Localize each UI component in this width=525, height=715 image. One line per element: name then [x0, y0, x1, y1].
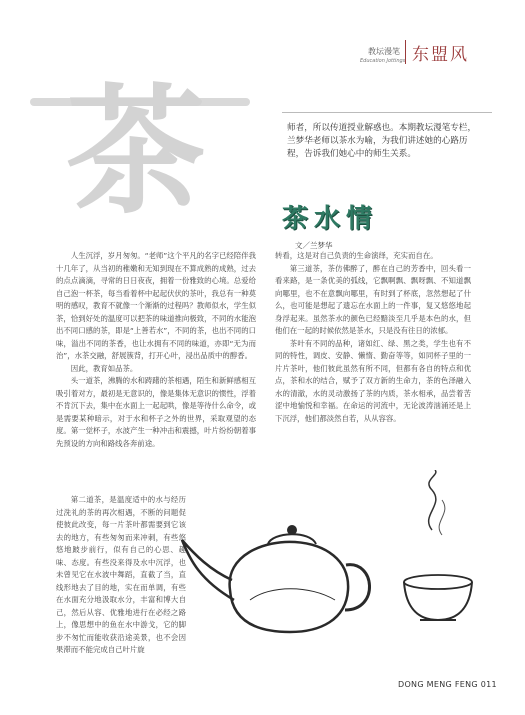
article-author: 文／兰梦华 — [295, 241, 333, 250]
body-column-left — [56, 250, 256, 450]
body-paragraph: 转看，这是对自己负责的生命演绎，充实而自在。 — [275, 251, 438, 260]
body-column-left-lower — [56, 494, 186, 657]
body-column-right — [275, 250, 471, 425]
body-paragraph: 头一道茶，沸腾的水和踌躇的茶相遇，陌生和新鲜感相互吸引着对方，最初是无意识的，像是集体无意识的惯性，浮着不肯沉下去，集中在水面上一起起哄，像是等待什么命令，或是需要某种暗示，对于水和杯子之外的世界，采取观望的态度。第一觉杯子，水波产生一种冲击和震撼，叶片纷纷朝着事先预设的方向和路线各奔前途。 — [56, 376, 256, 448]
body-paragraph: 人生沉浮，岁月匆匆。“老师”这个平凡的名字已经陪伴我十几年了，从当初的稚嫩和无知到现在不算成熟的成熟，过去的点点滴滴，寻常的日日夜夜，拥着一份雅致的心境。总爱给自己泡一杯茶，每当看着杯中起起伏伏的茶叶，我总有一种莫明的感叹，教育不就像一个渐渐的过程吗？教师似水，学生似茶，恰到好处的温度可以把茶的味道推向极致，不同的水能泡出不同口感的茶，即是“上善若水”，不同的茶，也出不同的口味，溢出不同的茶香，也让水拥有不同的味道，亦即“无为而治”，水茶交融，舒展簇背，打开心叶，浸出品质中的醇香。 — [56, 251, 256, 360]
body-paragraph: 第二道茶，是温度适中的水与经历过洗礼的茶的再次相遇，不断的问题促使彼此改变，每一片茶叶都需要到它该去的地方，有些匆匆而来冲刺，有些悠悠地跛步前行，似有自己的心思、趣味、态度。有些没来得及水中沉浮，也未曾见它在水波中舞蹈，直截了当，直线形地去了目的地，实在而单调，有些在水面充分地汲取水分，丰富和博大自己，然后从容、优雅地进行在必经之路上，像思想中的鱼在水中游戈，它的脚步不匆忙而能收获沿途美景，也不会因果滞而不能完成自己叶片旋 — [56, 495, 186, 654]
decorative-tea-character: 茶 — [66, 70, 207, 234]
article-title: 茶水情 — [282, 204, 379, 234]
teapot-illustration — [170, 470, 490, 650]
intro-text: 师者，所以传道授业解惑也。本期教坛漫笔专栏，兰梦华老师以茶水为喻，为我们讲述她的心路历程，告诉我们她心中的师生关系。 — [287, 123, 477, 159]
body-paragraph: 因此，教育如品茶。 — [70, 363, 138, 373]
magazine-brand: 东盟风 — [412, 45, 469, 65]
column-subtitle: Education Jottings — [360, 58, 406, 64]
body-paragraph: 第三道茶，茶仿佛醉了，醉在自己的芳香中，回头看一看来路，是一条优美的弧线，它飘啊飘、飘呀飘、不知道飘向哪里，也不在意飘向哪里，有时到了杯底，忽然想起了什么，也可能是想起了遗忘在水面上的一件事，复又悠悠地起身浮起来。虽然茶水的颜色已经黯淡至几乎是本色的水，但他们在一起的时候依然是茶水，只是没有往日的浓郁。 — [275, 263, 471, 335]
page-footer: DONG MENG FENG 011 — [398, 680, 497, 689]
column-name: 教坛漫笔 — [368, 47, 400, 56]
body-paragraph: 茶叶有不同的品种，诸如红、绿、黑之类，学生也有不同的特性，调皮、安静、懒惰、勤奋等等，如同杯子里的一片片茶叶，他们彼此虽然有所不同，但都有各自的特点和优点，茶和水的结合，赋予了双方新的生命力，茶的色泽融入水的清澈，水的灵动激扬了茶的内质，茶水相承，品尝着苦涩中地愉悦和幸福。在命运的河流中，无论波涛汹涌还是上下沉浮，他们都淡然自若，从从容容。 — [275, 338, 471, 423]
